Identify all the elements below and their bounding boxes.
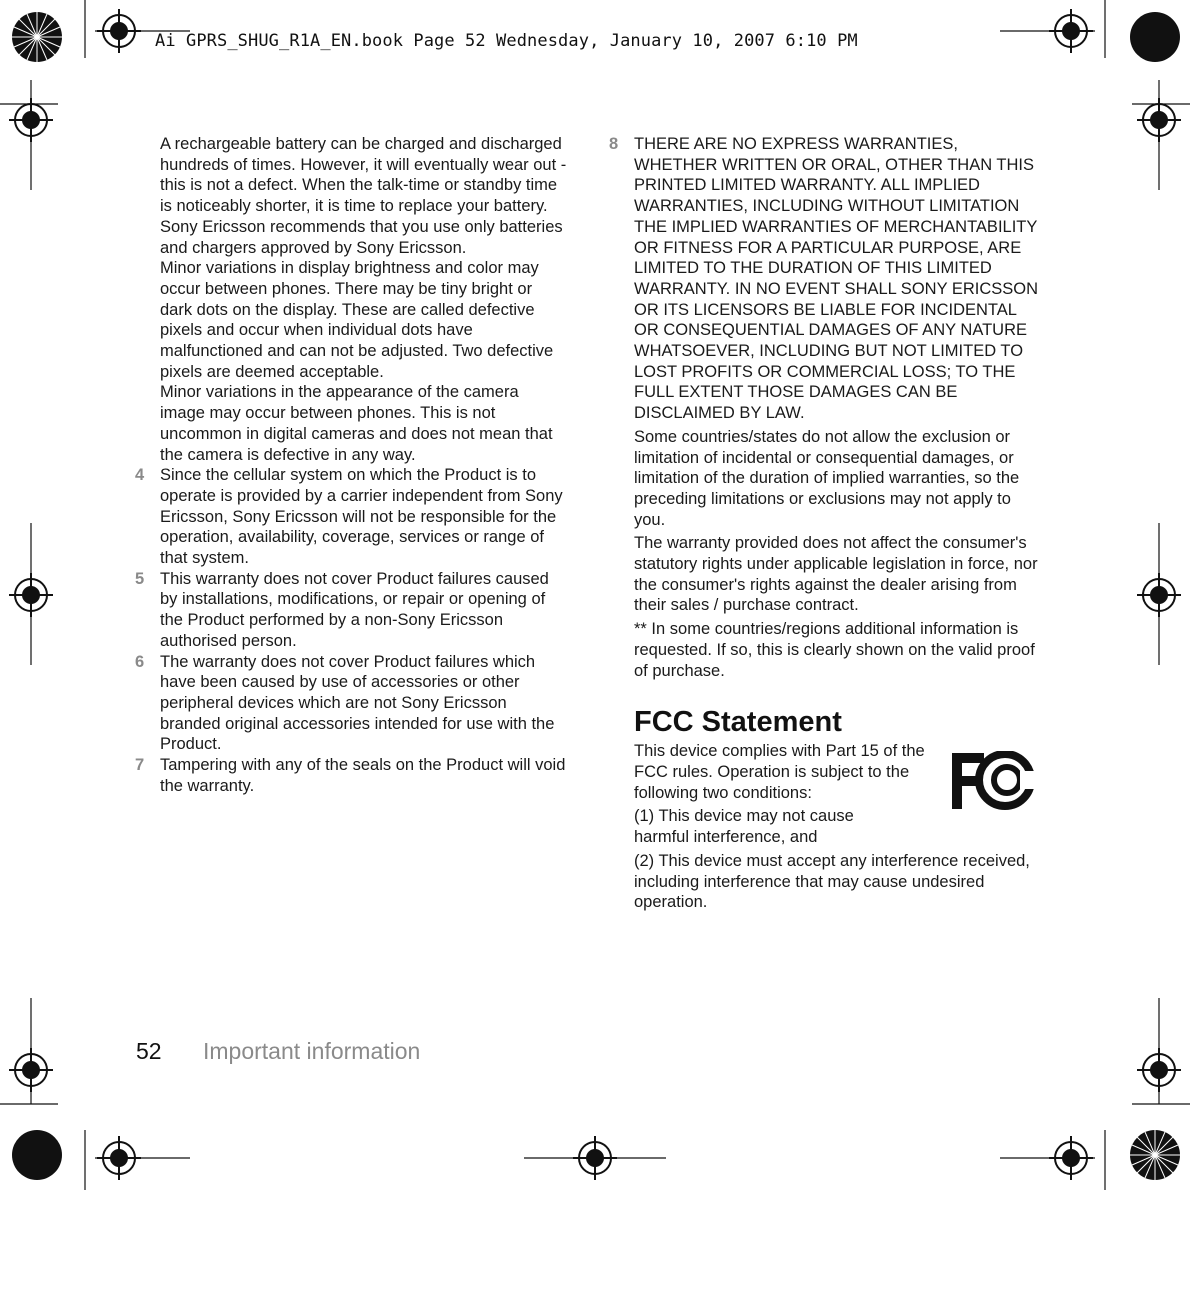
item-text: Since the cellular system on which the Product is to operate is provided by a carrier independent from Sony Ericsson, Sony Ericsson will not be responsible for the operation, availability, coverage, services or range of that system. [160,466,563,568]
page-number: 52 [136,1038,162,1064]
item-text: The warranty does not cover Product failures which have been caused by use of accessories or other peripheral devices which are not Sony Ericsson branded original accessories intended for use with the Product. [160,652,555,754]
fcc-heading: FCC Statement [634,706,842,739]
paragraph-proof-of-purchase: ** In some countries/regions additional information is requested. If so, this is clearly shown on the valid proof of purchase. [634,620,1035,680]
item-number: 5 [135,569,145,588]
item-number: 8 [609,135,619,153]
item-number: 4 [135,466,145,485]
item-text: Tampering with any of the seals on the Product will void the warranty. [160,756,566,795]
item-text: THERE ARE NO EXPRESS WARRANTIES, WHETHER WRITTEN OR ORAL, OTHER THAN THIS PRINTED LIMITED WARRANTY. ALL IMPLIED WARRANTIES, INCLUDING WITHOUT LIMITATION THE IMPLIED WARRANTIES OF MERCHANTABILITY OR FITNESS FOR A PARTICULAR PURPOSE, ARE LIMITED TO THE DURATION OF THIS LIMITED WARRANTY. IN NO EVENT SHALL SONY ERICSSON OR ITS LICENSORS BE LIABLE FOR INCIDENTAL OR CONSEQUENTIAL DAMAGES OF ANY NATURE WHATSOEVER, INCLUDING BUT NOT LIMITED TO LOST PROFITS OR COMMERCIAL LOSS; TO THE FULL EXTENT THOSE DAMAGES CAN BE DISCLAIMED BY LAW. [634,135,1039,423]
paragraph-camera: Minor variations in the appearance of the camera image may occur between phones. This is not uncommon in digital cameras and does not mean that the camera is defective in any way. [160,383,553,464]
paragraph-statutory-rights: The warranty provided does not affect the consumer's statutory rights under applicable legislation in force, nor the consumer's rights against the dealer arising from their sales / purchase contract. [634,534,1038,615]
paragraph-display: Minor variations in display brightness and color may occur between phones. There may be tiny bright or dark dots on the display. These are called defective pixels and occur when individual dots have malfunctioned and can not be adjusted. Two defective pixels are deemed acceptable. [160,259,554,381]
fcc-paragraph-compliance: This device complies with Part 15 of the FCC rules. Operation is subject to the following two conditions: [634,742,925,802]
section-title: Important information [203,1038,421,1064]
item-text: This warranty does not cover Product failures caused by installations, modifications, or repair or opening of the Product performed by a non-Sony Ericsson authorised person. [160,569,549,650]
item-number: 7 [135,756,145,775]
fcc-condition-1: (1) This device may not cause harmful interference, and [634,807,854,847]
paragraph-battery: A rechargeable battery can be charged and discharged hundreds of times. However, it will eventually wear out - this is not a defect. When the talk-time or standby time is noticeably shorter, it is time to replace your battery. Sony Ericsson recommends that you use only batteries and chargers approved by Sony Ericsson. [160,135,567,257]
book-header: Ai GPRS_SHUG_R1A_EN.book Page 52 Wednesday, January 10, 2007 6:10 PM [155,31,858,51]
item-number: 6 [135,652,145,671]
fcc-condition-2: (2) This device must accept any interference received, including interference that may cause undesired operation. [634,851,1030,912]
paragraph-exclusions: Some countries/states do not allow the exclusion or limitation of incidental or consequential damages, or limitation of the duration of implied warranties, so the preceding limitations or exclusions may not apply to you. [634,427,1020,529]
